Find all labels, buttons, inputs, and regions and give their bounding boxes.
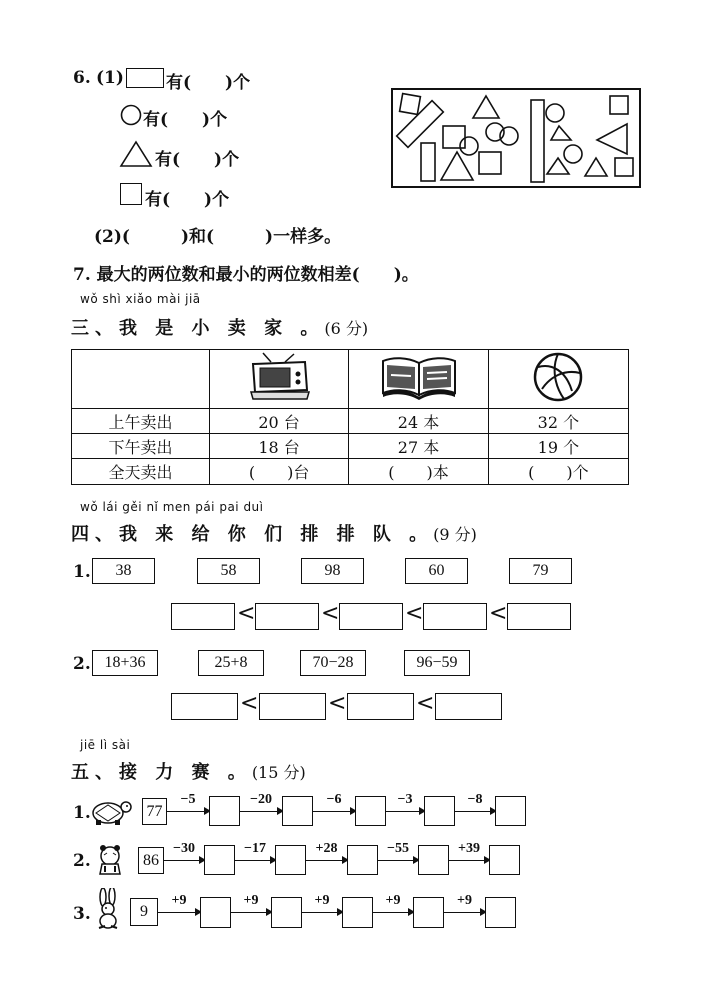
- chain1-label: 1.: [73, 803, 91, 823]
- chain-answer-box[interactable]: [424, 796, 455, 826]
- circle-shape-icon: [119, 103, 143, 127]
- q6-triangle-count: 有( )个: [155, 150, 240, 170]
- answer-cell[interactable]: ( )个: [488, 459, 628, 485]
- chain-answer-box[interactable]: [282, 796, 313, 826]
- chain-answer-box[interactable]: [485, 897, 516, 928]
- arrow-icon: [444, 912, 485, 913]
- section4-pinyin: wǒ lái gěi nǐ men pái pai duì: [80, 500, 264, 514]
- arrow-icon: [302, 912, 342, 913]
- less-than-sign: <: [416, 691, 435, 716]
- q6-circle-count: 有( )个: [143, 110, 228, 130]
- row-label: 上午卖出: [72, 409, 210, 434]
- operation-label: −20: [250, 792, 272, 807]
- start-number: 86: [138, 847, 164, 874]
- chain-answer-box[interactable]: [495, 796, 526, 826]
- expression-card: 96−59: [404, 650, 470, 676]
- arrow-icon: [455, 811, 495, 812]
- less-than-sign: <: [321, 601, 340, 626]
- row-label: 全天卖出: [72, 459, 210, 485]
- operation-label: −17: [244, 841, 266, 856]
- answer-cell[interactable]: ( )台: [209, 459, 348, 485]
- table-row: [72, 409, 629, 434]
- section4-points: (9 分): [433, 525, 477, 544]
- start-number: 9: [130, 898, 158, 926]
- q6-square-count: 有( )个: [145, 190, 230, 210]
- q4-2-label: 2.: [73, 654, 91, 674]
- table-corner-cell: [72, 350, 210, 409]
- rabbit-icon: [91, 888, 125, 932]
- operation-label: +9: [314, 893, 330, 908]
- expression-card: 18+36: [92, 650, 158, 676]
- section3-pinyin: wǒ shì xiǎo mài jiā: [80, 292, 201, 306]
- arrow-icon: [373, 912, 413, 913]
- operation-label: +39: [458, 841, 480, 856]
- tv-icon: [209, 350, 348, 409]
- chain2-label: 2.: [73, 851, 91, 871]
- book-icon: [349, 350, 488, 409]
- arrow-icon: [164, 860, 204, 861]
- answer-box[interactable]: [423, 603, 487, 630]
- triangle-shape-icon: [119, 140, 153, 168]
- row-label: 下午卖出: [72, 434, 210, 459]
- shapes-figure: [391, 88, 641, 188]
- arrow-icon: [378, 860, 418, 861]
- chain-answer-box[interactable]: [355, 796, 386, 826]
- arrow-icon: [313, 811, 355, 812]
- answer-cell[interactable]: ( )本: [349, 459, 488, 485]
- table-row: [72, 459, 629, 485]
- answer-box[interactable]: [339, 603, 403, 630]
- q6-rect-count: 有( )个: [166, 73, 251, 93]
- section5-pinyin: jiē lì sài: [80, 738, 131, 752]
- chain3-label: 3.: [73, 904, 91, 924]
- chain-answer-box[interactable]: [209, 796, 240, 826]
- chain-answer-box[interactable]: [413, 897, 444, 928]
- operation-label: +9: [171, 893, 187, 908]
- table-cell: 18 台: [209, 434, 348, 459]
- arrow-icon: [158, 912, 200, 913]
- table-cell: 32 个: [488, 409, 628, 434]
- answer-box[interactable]: [171, 603, 235, 630]
- answer-box[interactable]: [347, 693, 414, 720]
- arrow-icon: [386, 811, 424, 812]
- section5-points: (15 分): [251, 763, 306, 782]
- q6-part2: (2)( )和( )一样多。: [94, 227, 342, 247]
- operation-label: −6: [326, 792, 342, 807]
- expression-card: 70−28: [300, 650, 366, 676]
- operation-label: +9: [243, 893, 259, 908]
- operation-label: −3: [397, 792, 413, 807]
- arrow-icon: [240, 811, 282, 812]
- section3-title: 三、我 是 小 卖 家 。(6 分): [71, 318, 369, 339]
- operation-label: −5: [180, 792, 196, 807]
- less-than-sign: <: [237, 601, 256, 626]
- chain-answer-box[interactable]: [275, 845, 306, 875]
- q6-number: 6.: [73, 68, 91, 88]
- chain-answer-box[interactable]: [347, 845, 378, 875]
- number-card: 58: [197, 558, 260, 584]
- operation-label: −55: [387, 841, 409, 856]
- number-card: 38: [92, 558, 155, 584]
- number-card: 98: [301, 558, 364, 584]
- table-cell: 24 本: [349, 409, 488, 434]
- less-than-sign: <: [328, 691, 347, 716]
- table-cell: 27 本: [349, 434, 488, 459]
- section4-title: 四、我 来 给 你 们 排 排 队 。(9 分): [71, 524, 477, 545]
- chain-answer-box[interactable]: [204, 845, 235, 875]
- chain-answer-box[interactable]: [489, 845, 520, 875]
- square-shape-icon: [120, 183, 142, 205]
- less-than-sign: <: [489, 601, 508, 626]
- arrow-icon: [306, 860, 347, 861]
- number-card: 79: [509, 558, 572, 584]
- less-than-sign: <: [240, 691, 259, 716]
- arrow-icon: [235, 860, 275, 861]
- chain-answer-box[interactable]: [271, 897, 302, 928]
- chain-answer-box[interactable]: [200, 897, 231, 928]
- q4-1-label: 1.: [73, 562, 91, 582]
- rectangle-shape-icon: [126, 68, 164, 88]
- chain-answer-box[interactable]: [418, 845, 449, 875]
- less-than-sign: <: [405, 601, 424, 626]
- table-cell: 20 台: [209, 409, 348, 434]
- operation-label: +28: [315, 841, 338, 856]
- number-card: 60: [405, 558, 468, 584]
- answer-box[interactable]: [435, 693, 502, 720]
- answer-box[interactable]: [507, 603, 571, 630]
- arrow-icon: [449, 860, 489, 861]
- answer-box[interactable]: [259, 693, 326, 720]
- arrow-icon: [231, 912, 271, 913]
- arrow-icon: [167, 811, 209, 812]
- chain-answer-box[interactable]: [342, 897, 373, 928]
- answer-box[interactable]: [255, 603, 319, 630]
- q6-part1-label: (1): [96, 68, 124, 88]
- answer-box[interactable]: [171, 693, 238, 720]
- expression-card: 25+8: [198, 650, 264, 676]
- q7-text: 7. 最大的两位数和最小的两位数相差( )。: [73, 265, 419, 285]
- section5-title: 五、接 力 赛 。(15 分): [71, 762, 306, 783]
- section3-points: (6 分): [324, 319, 369, 338]
- table-row: [72, 434, 629, 459]
- turtle-icon: [88, 796, 134, 826]
- start-number: 77: [142, 798, 167, 825]
- ball-icon: [488, 350, 628, 409]
- operation-label: −30: [173, 841, 195, 856]
- table-cell: 19 个: [488, 434, 628, 459]
- operation-label: +9: [385, 893, 401, 908]
- sales-table: [71, 349, 629, 485]
- operation-label: −8: [467, 792, 483, 807]
- tiger-icon: [93, 842, 127, 876]
- operation-label: +9: [457, 893, 472, 908]
